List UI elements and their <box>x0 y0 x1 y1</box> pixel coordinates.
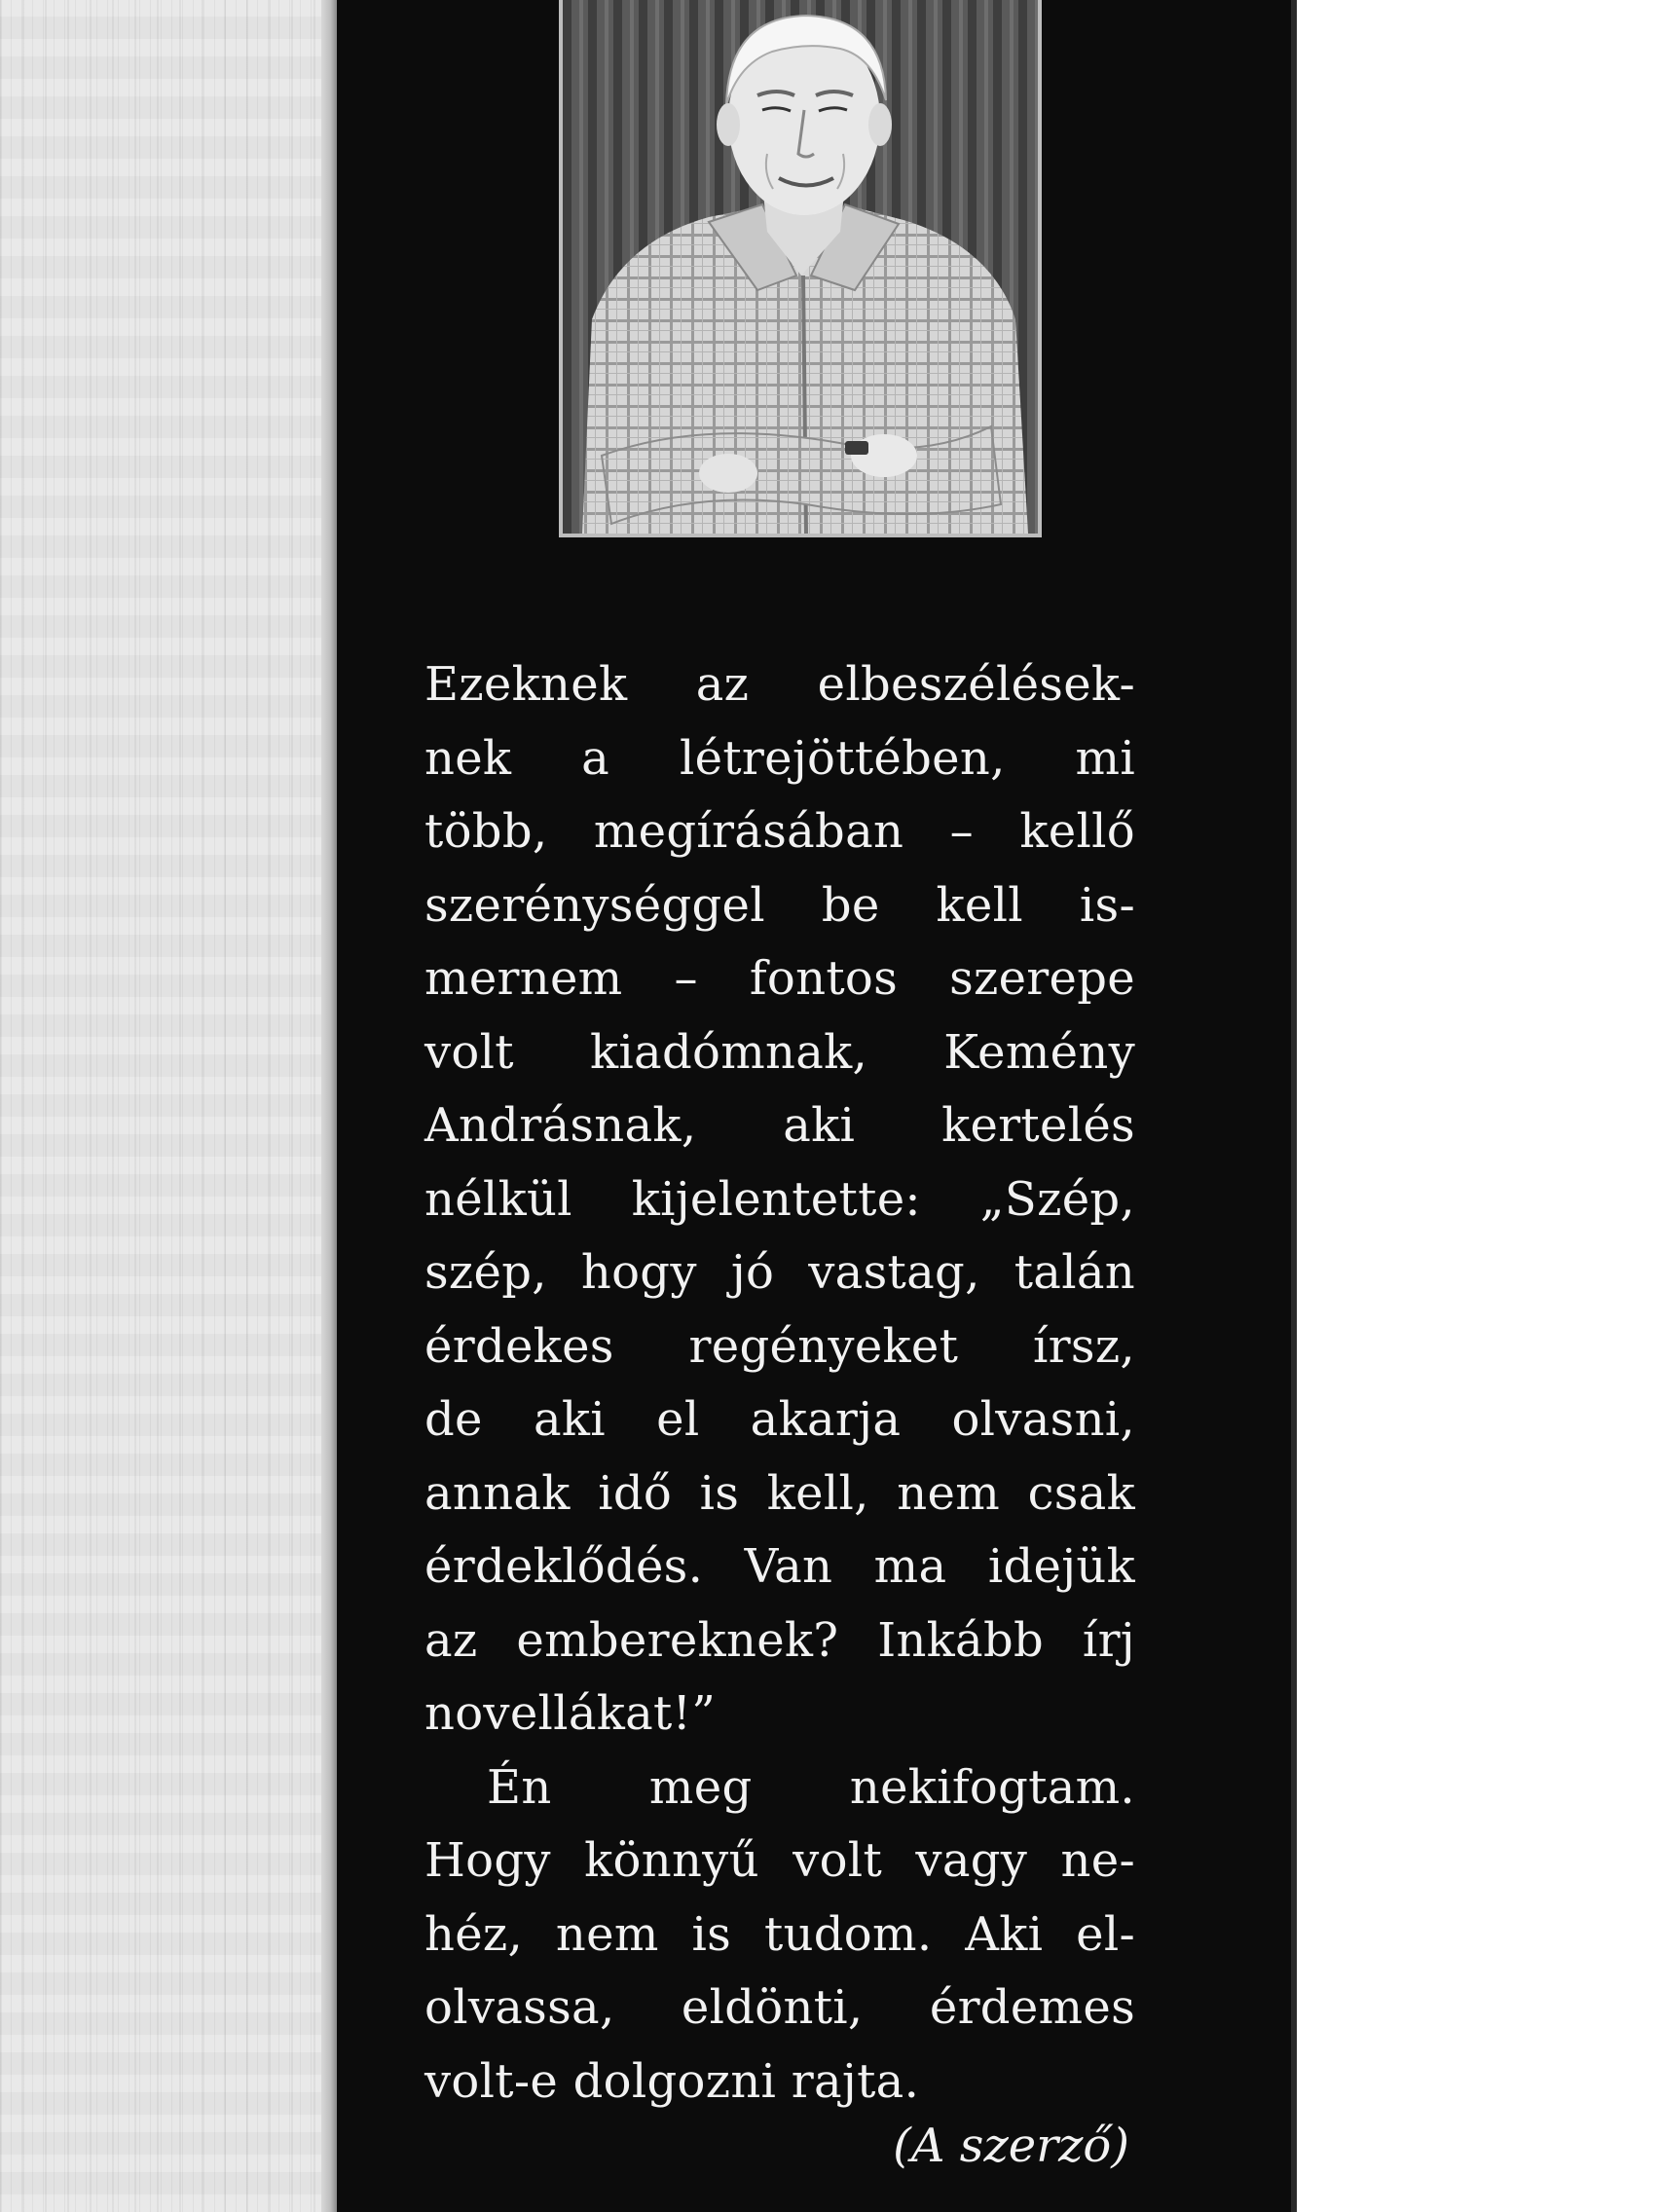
blurb-line: novellákat!” <box>424 1686 717 1741</box>
blurb-line: olvassa, eldönti, érdemes <box>424 1980 1135 2035</box>
blurb-line: héz, nem is tudom. Aki el- <box>424 1906 1135 1962</box>
blurb-line: nélkül kijelentette: „Szép, <box>424 1171 1135 1227</box>
blurb-line: volt-e dolgozni rajta. <box>424 2053 920 2109</box>
book-cover-edge <box>321 0 337 2212</box>
blurb-line: Ezeknek az elbeszélések- <box>424 657 1135 712</box>
flap-edge <box>1291 0 1297 2212</box>
author-photo <box>559 0 1042 537</box>
blurb-line: mernem – fontos szerepe <box>424 951 1135 1006</box>
book-cover-panel <box>0 0 336 2212</box>
blurb-line: szerénységgel be kell is- <box>424 877 1135 933</box>
blurb-line: Én meg nekifogtam. <box>487 1759 1135 1815</box>
back-cover-blurb <box>424 648 1135 2119</box>
author-signature: (A szerző) <box>893 2119 1129 2173</box>
blurb-line: szép, hogy jó vastag, talán <box>424 1245 1135 1300</box>
blurb-line: az embereknek? Inkább írj <box>424 1612 1135 1668</box>
blurb-line: több, megírásában – kellő <box>424 804 1135 859</box>
blurb-line: érdeklődés. Van ma idejük <box>424 1539 1135 1594</box>
blurb-line: de aki el akarja olvasni, <box>424 1392 1135 1447</box>
blurb-line: Andrásnak, aki kertelés <box>424 1098 1135 1153</box>
blurb-line: nek a létrejöttében, mi <box>424 730 1135 786</box>
portrait-photo-icon <box>563 0 1038 534</box>
blurb-line: annak idő is kell, nem csak <box>424 1465 1135 1521</box>
blurb-line: érdekes regényeket írsz, <box>424 1318 1135 1374</box>
blurb-line: Hogy könnyű volt vagy ne- <box>424 1833 1135 1888</box>
blurb-line: volt kiadómnak, Kemény <box>424 1024 1135 1080</box>
